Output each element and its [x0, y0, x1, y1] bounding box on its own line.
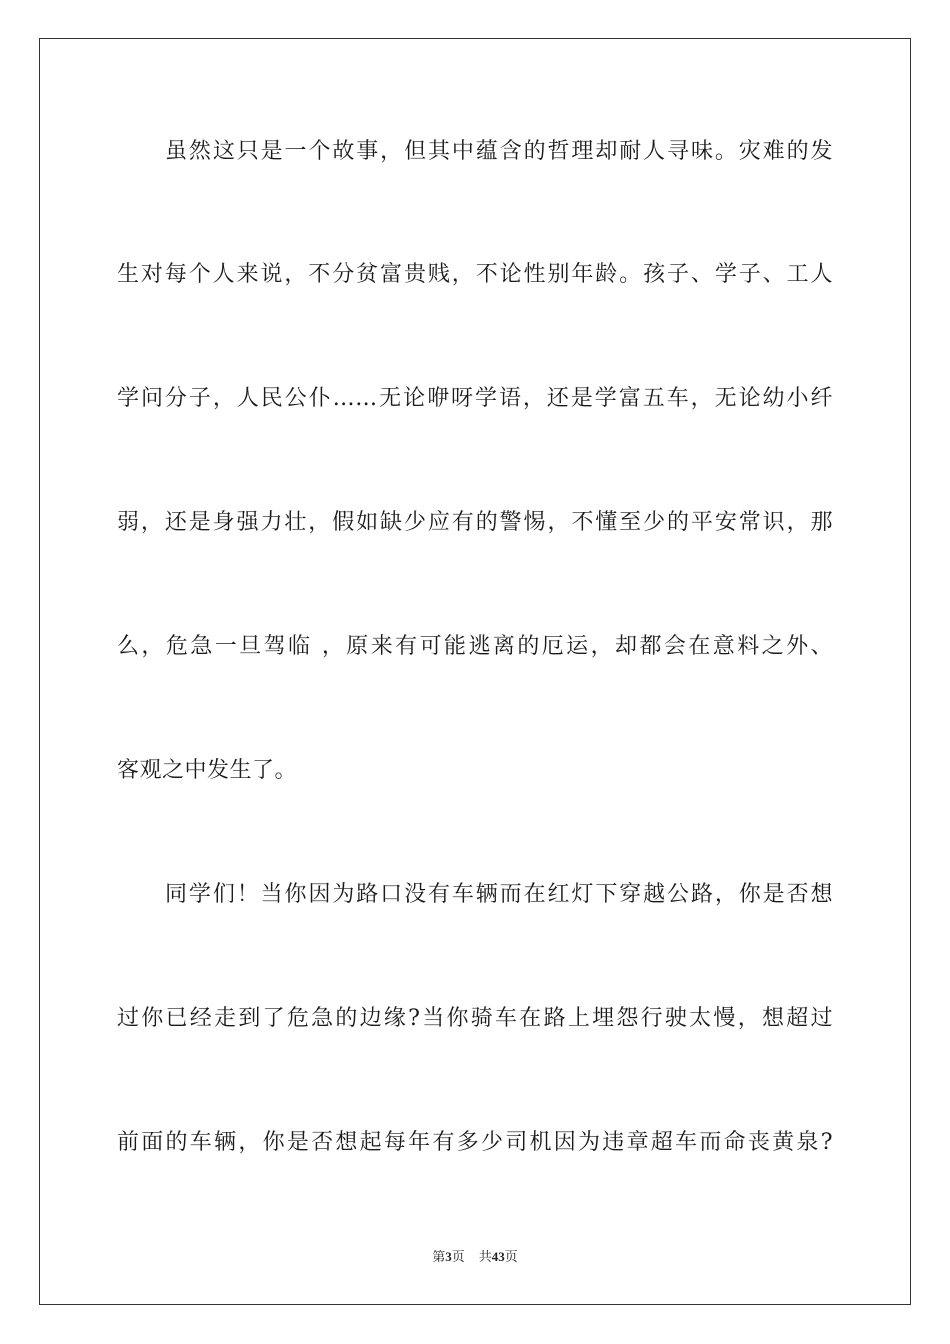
text-line: 弱，还是身强力壮，假如缺少应有的警惕，不懂至少的平安常识，那	[117, 510, 833, 535]
text-line: 虽然这只是一个故事，但其中蕴含的哲理却耐人寻味。灾难的发	[165, 139, 833, 164]
text-line: 同学们！当你因为路口没有车辆而在红灯下穿越公路，你是否想	[165, 882, 833, 907]
page-footer	[0, 1248, 950, 1266]
total-suffix: 页	[504, 1249, 518, 1264]
page-border	[39, 38, 911, 1305]
total-prefix: 共	[478, 1249, 492, 1264]
text-line: 生对每个人来说，不分贫富贵贱，不论性别年龄。孩子、学子、工人	[117, 262, 833, 287]
page-number: 3	[445, 1249, 452, 1264]
text-line: 学问分子，人民公仆……无论咿呀学语，还是学富五车，无论幼小纤	[117, 386, 833, 411]
text-line: 客观之中发生了。	[117, 758, 298, 783]
page-suffix: 页	[451, 1249, 465, 1264]
text-line: 么，危急一旦驾临 ，原来有可能逃离的厄运，却都会在意料之外、	[117, 634, 833, 659]
text-line: 前面的车辆，你是否想起每年有多少司机因为违章超车而命丧黄泉?	[117, 1130, 833, 1155]
total-pages: 43	[491, 1249, 505, 1264]
text-line: 过你已经走到了危急的边缘?当你骑车在路上埋怨行驶太慢，想超过	[117, 1006, 833, 1031]
page-prefix: 第	[432, 1249, 446, 1264]
